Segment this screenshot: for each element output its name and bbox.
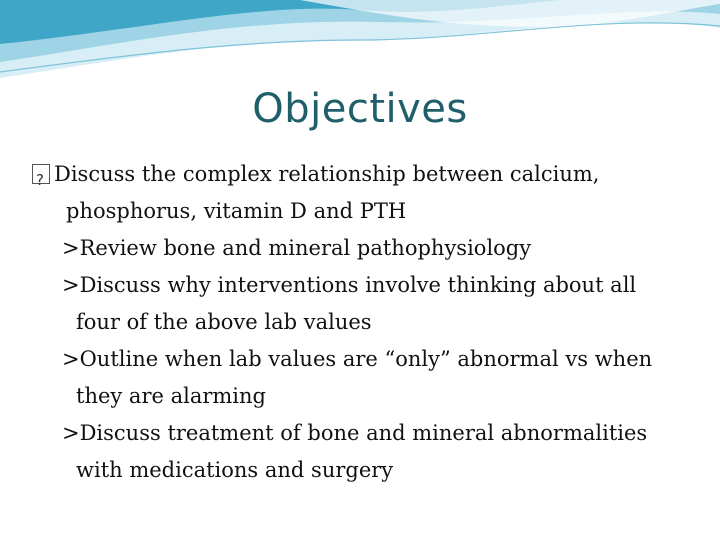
list-item: >Discuss treatment of bone and mineral abnormalities xyxy=(62,421,648,445)
list-item-continuation: they are alarming xyxy=(76,384,266,408)
header-wave-decoration xyxy=(0,0,720,90)
list-item-continuation: four of the above lab values xyxy=(76,310,372,334)
list-item xyxy=(32,156,702,193)
list-item: >Review bone and mineral pathophysiology xyxy=(62,236,532,260)
list-item: >Outline when lab values are “only” abnormal vs when xyxy=(62,347,653,371)
objectives-list xyxy=(32,156,702,489)
list-item: >Discuss why interventions involve thinking about all xyxy=(62,273,637,297)
list-item-text: Discuss the complex relationship between calcium, xyxy=(54,162,600,186)
list-item-continuation: phosphorus, vitamin D and PTH xyxy=(66,199,407,223)
list-item-continuation: with medications and surgery xyxy=(76,458,394,482)
missing-glyph-icon xyxy=(32,164,50,184)
slide-title: Objectives xyxy=(252,86,468,132)
